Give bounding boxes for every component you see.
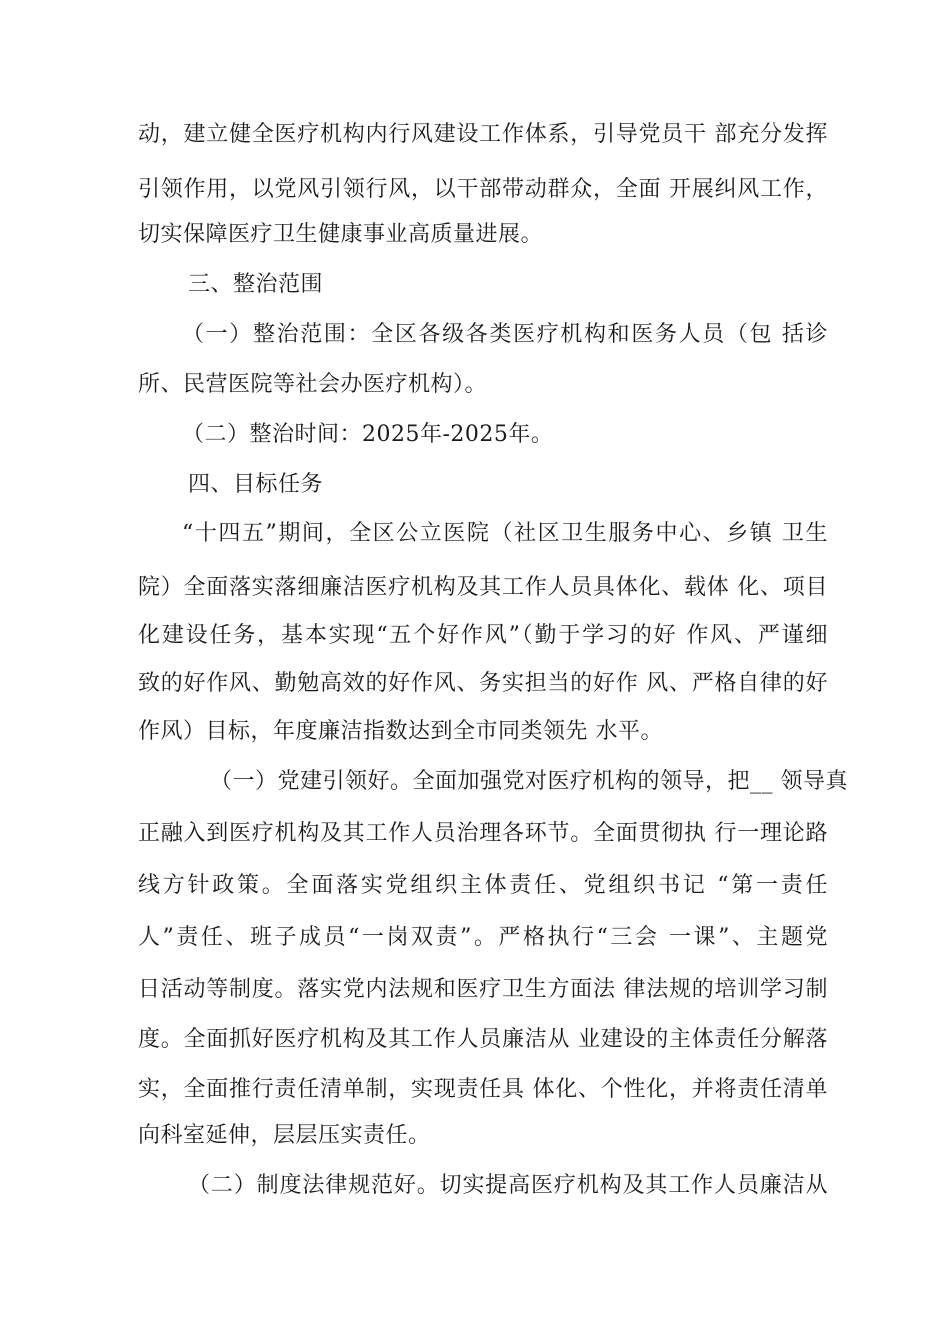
text-line: 度。全面抓好医疗机构及其工作人员廉洁从 业建设的主体责任分解落 — [138, 1027, 828, 1052]
text-line: 院）全面落实落细廉洁医疗机构及其工作人员具体化、载体 化、项目 — [138, 575, 828, 600]
text-line: 日活动等制度。落实党内法规和医疗卫生方面法 律法规的培训学习制 — [138, 977, 828, 1002]
section-heading: 三、整治范围 — [188, 272, 324, 297]
text-line: 致的好作风、勤勉高效的好作风、务实担当的好作 风、严格自律的好 — [138, 671, 828, 696]
text-line: （二）整治时间：2025年-2025年。 — [182, 422, 554, 447]
text-line: 切实保障医疗卫生健康事业高质量进展。 — [138, 222, 544, 247]
text-line: “十四五”期间，全区公立医院（社区卫生服务中心、乡镇 卫生 — [182, 521, 828, 546]
text-line: 所、民营医院等社会办医疗机构）。 — [138, 372, 488, 397]
text-line: 实，全面推行责任清单制，实现责任具 体化、个性化，并将责任清单 — [138, 1077, 828, 1102]
text-line: 线方针政策。全面落实党组织主体责任、党组织书记 “第一责任 — [138, 873, 828, 898]
text-line: 动，建立健全医疗机构内行风建设工作体系，引导党员干 部充分发挥 — [138, 122, 828, 147]
text-line: 作风）目标，年度廉洁指数达到全市同类领先 水平。 — [138, 719, 663, 744]
text-line: 人”责任、班子成员“一岗双责”。严格执行“三会 一课”、主题党 — [138, 925, 828, 950]
text-line: （一）党建引领好。全面加强党对医疗机构的领导，把__ 领导真 — [210, 769, 848, 794]
text-line: 化建设任务，基本实现“五个好作风”（勤于学习的好 作风、严谨细 — [138, 623, 828, 648]
section-heading: 四、目标任务 — [188, 472, 324, 497]
text-line: （二）制度法律规范好。切实提高医疗机构及其工作人员廉洁从 — [188, 1173, 828, 1198]
text-line: 引领作用，以党风引领行风，以干部带动群众，全面 开展纠风工作， — [138, 177, 828, 202]
text-line: 正融入到医疗机构及其工作人员治理各环节。全面贯彻执 行一理论路 — [138, 821, 828, 846]
text-line: 向科室延伸，层层压实责任。 — [138, 1123, 431, 1148]
text-line: （一）整治范围：全区各级各类医疗机构和医务人员（包 括诊 — [182, 322, 828, 347]
